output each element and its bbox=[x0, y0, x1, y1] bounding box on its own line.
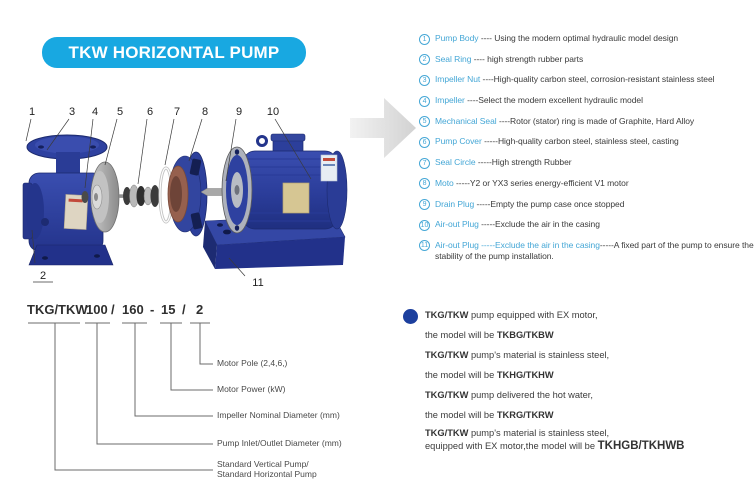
parts-list-item bbox=[419, 54, 756, 66]
model-code-segment-impeller: 160 bbox=[122, 302, 144, 317]
parts-list-item bbox=[419, 95, 756, 107]
impeller bbox=[91, 162, 119, 232]
item-number-badge: 9 bbox=[419, 199, 430, 210]
parts-list-item bbox=[419, 33, 756, 45]
item-number-badge: 10 bbox=[420, 221, 429, 229]
part-description: ----Select the modern excellent hydraulic model bbox=[467, 95, 643, 106]
part-description: -----A fixed part of the pump to ensure the stability of the pump installation. bbox=[435, 239, 754, 262]
model-code-label-impeller-diameter: Impeller Nominal Diameter (mm) bbox=[217, 410, 340, 420]
part-name: Pump Cover bbox=[435, 136, 485, 147]
callout-2: 2 bbox=[39, 270, 47, 282]
callout-1: 1 bbox=[28, 106, 36, 118]
model-code-separator: / bbox=[182, 302, 186, 317]
callout-3: 3 bbox=[68, 106, 76, 118]
part-name: Seal Circle bbox=[435, 157, 478, 168]
right-arrow-icon bbox=[350, 95, 418, 165]
part-name: Moto bbox=[435, 177, 457, 188]
part-description: ---- high strength rubber parts bbox=[473, 53, 584, 64]
model-code-label-motor-power: Motor Power (kW) bbox=[217, 384, 286, 394]
model-code-separator: / bbox=[111, 302, 115, 317]
item-number-badge: 2 bbox=[419, 54, 430, 65]
variant-line: TKG/TKW pump equipped with EX motor, bbox=[425, 310, 598, 320]
callout-8: 8 bbox=[201, 106, 209, 118]
part-name: Impeller Nut bbox=[435, 74, 483, 85]
title-banner bbox=[42, 37, 306, 68]
model-code-label-inlet-outlet: Pump Inlet/Outlet Diameter (mm) bbox=[217, 438, 342, 448]
model-code-segment-inlet: 100 bbox=[86, 302, 108, 317]
model-code-connector-lines bbox=[20, 300, 370, 495]
variant-line: the model will be TKRG/TKRW bbox=[425, 410, 554, 420]
callout-10: 10 bbox=[266, 106, 280, 118]
item-number-badge: 8 bbox=[419, 178, 430, 189]
callout-4: 4 bbox=[91, 106, 99, 118]
model-code-segment-series: TKG/TKW bbox=[27, 302, 88, 317]
model-code-label-motor-pole: Motor Pole (2,4,6,) bbox=[217, 358, 288, 368]
model-code-legend bbox=[20, 300, 370, 495]
model-code-label-standard-pump bbox=[217, 460, 317, 479]
part-name: Air-out Plug -----Exclude the air in the casing bbox=[435, 239, 600, 250]
parts-list-item bbox=[419, 240, 756, 263]
motor bbox=[222, 134, 347, 233]
part-description: ----Rotor (stator) ring is made of Graphite, Hard Alloy bbox=[498, 115, 695, 126]
part-description: ----High-quality carbon steel, corrosion-resistant stainless steel bbox=[482, 74, 715, 85]
mechanical-seal bbox=[119, 185, 161, 207]
item-number-badge: 1 bbox=[419, 34, 430, 45]
part-description: -----High-quality carbon steel, stainless steel, casting bbox=[484, 136, 679, 147]
item-number-badge: 5 bbox=[419, 116, 430, 127]
part-name: Air-out Plug bbox=[435, 219, 482, 230]
item-number-badge: 3 bbox=[419, 75, 430, 86]
model-code-segment-pole: 2 bbox=[196, 302, 204, 317]
part-name: Seal Ring bbox=[435, 53, 474, 64]
variant-line: TKG/TKW pump delivered the hot water, bbox=[425, 390, 593, 400]
part-name: Drain Plug bbox=[435, 198, 477, 209]
part-description: -----Y2 or YX3 series energy-efficient V1 motor bbox=[456, 177, 629, 188]
callout-5: 5 bbox=[116, 106, 124, 118]
part-description: -----Exclude the air in the casing bbox=[481, 219, 600, 230]
callout-7: 7 bbox=[173, 106, 181, 118]
bullet-icon bbox=[403, 309, 418, 324]
pump-cover bbox=[168, 152, 207, 236]
page-title: TKW HORIZONTAL PUMP bbox=[68, 42, 280, 62]
variant-line: the model will be TKHG/TKHW bbox=[425, 370, 554, 380]
parts-list-item bbox=[419, 157, 756, 169]
model-variants bbox=[403, 306, 756, 466]
item-number-badge: 11 bbox=[420, 242, 429, 250]
variant-line: the model will be TKBG/TKBW bbox=[425, 330, 554, 340]
item-number-badge: 7 bbox=[419, 158, 430, 169]
variant-line: TKG/TKW pump's material is stainless steel, bbox=[425, 350, 610, 360]
variant-line: TKG/TKW pump's material is stainless steel, bbox=[425, 428, 610, 438]
label-line: Standard Horizontal Pump bbox=[217, 468, 317, 479]
parts-list-item bbox=[419, 219, 756, 231]
model-code-segment-power: 15 bbox=[161, 302, 176, 317]
callout-11: 11 bbox=[252, 277, 264, 289]
parts-list-item bbox=[419, 74, 756, 86]
part-description: ---- Using the modern optimal hydraulic model design bbox=[480, 33, 679, 43]
part-description: -----Empty the pump case once stopped bbox=[476, 198, 625, 209]
part-description: -----High strength Rubber bbox=[477, 157, 572, 168]
part-name: Mechanical Seal bbox=[435, 115, 499, 126]
model-code-separator: - bbox=[150, 302, 155, 317]
callout-6: 6 bbox=[146, 106, 154, 118]
parts-list-item bbox=[419, 178, 756, 190]
parts-list bbox=[419, 33, 756, 272]
part-name: Pump Body bbox=[435, 33, 481, 43]
label-line: Standard Vertical Pump/ bbox=[217, 459, 309, 469]
item-number-badge: 4 bbox=[419, 96, 430, 107]
impeller-nut bbox=[82, 191, 89, 203]
variant-line: equipped with EX motor,the model will be TKHGB/TKHWB bbox=[425, 440, 685, 452]
parts-list-item bbox=[419, 136, 756, 148]
part-name: Impeller bbox=[435, 95, 468, 106]
parts-list-item bbox=[419, 199, 756, 211]
item-number-badge: 6 bbox=[419, 137, 430, 148]
parts-list-item bbox=[419, 116, 756, 128]
callout-9: 9 bbox=[235, 106, 243, 118]
